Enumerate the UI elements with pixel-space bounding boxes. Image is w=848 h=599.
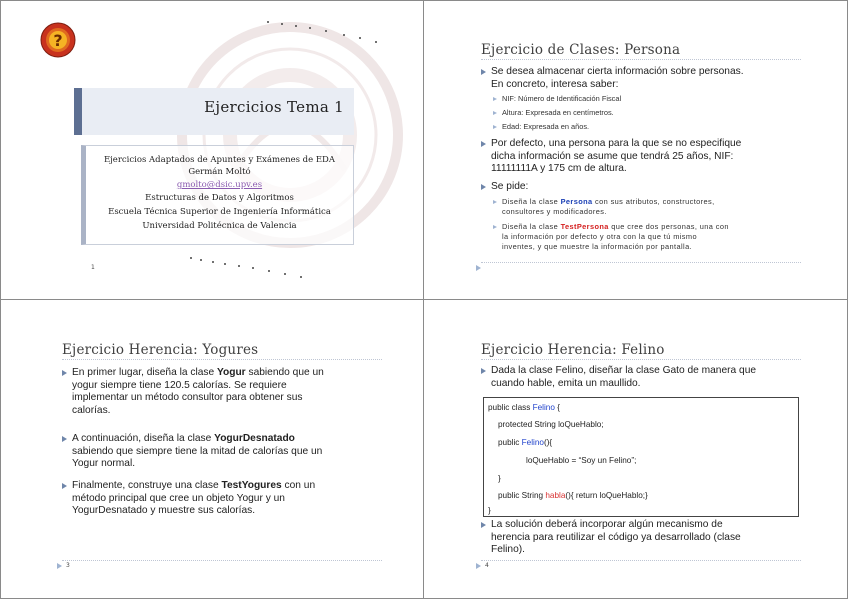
slide-number: 3 (66, 562, 70, 569)
text-run: Diseña la clase (502, 197, 561, 206)
university-name: Universidad Politécnica de Valencia (142, 221, 297, 231)
school-name: Escuela Técnica Superior de Ingeniería Informática (108, 207, 331, 217)
code-constructor-name: Felino (521, 438, 544, 447)
bullet-line: dicha información se asume que tendrá 25 años, NIF: (491, 150, 734, 162)
sub-bullet-line: inventes, y que muestre la información por pantalla. (502, 242, 693, 251)
bullet-line: sabiendo que siempre tiene la mitad de calorías que un (72, 445, 323, 457)
code-line: protected String loQueHablo; (498, 420, 604, 429)
sub-bullet-line: la información por defecto y otra con la que tú mismo (502, 232, 697, 241)
sub-bullet-line: consultores y modificadores. (502, 207, 607, 216)
bullet-line: Felino). (491, 544, 525, 556)
presentation-title: Ejercicios Tema 1 (204, 98, 344, 116)
author-name: Germán Moltó (188, 167, 251, 177)
text-run: sabiendo que un (245, 367, 324, 378)
bullet-line: En concreto, interesa saber: (491, 78, 619, 90)
sub-bullet-text: NIF: Número de Identificación Fiscal (502, 94, 622, 103)
bullet-line: método principal que cree un objeto Yogur y un (72, 492, 285, 504)
slide-title: Ejercicio Herencia: Yogures (62, 342, 259, 358)
slide-title: Ejercicio de Clases: Persona (481, 42, 681, 58)
bullet-line: Yogur normal. (72, 458, 136, 470)
code-text: public class (488, 403, 533, 412)
code-text: (){ (543, 438, 553, 447)
slide-number: 4 (485, 562, 489, 569)
class-name-yogur: Yogur (216, 367, 246, 378)
text-run: A continuación, diseña la clase (72, 433, 215, 444)
code-method-name: habla (545, 491, 566, 500)
class-name-testyogures: TestYogures (221, 480, 282, 491)
code-class-name: Felino (532, 403, 555, 412)
bullet-line: Se pide: (491, 181, 529, 192)
text-run: En primer lugar, diseña la clase (72, 367, 217, 378)
svg-text:?: ? (53, 31, 63, 50)
text-run: Diseña la clase (502, 222, 561, 231)
text-run: Finalmente, construye una clase (72, 480, 222, 491)
bullet-line: cuando hable, emita un maullido. (491, 377, 641, 389)
bullet-line: implementar un método consultor para obtener sus (72, 392, 303, 404)
bullet-line: herencia para reutilizar el código ya desarrollado (clase (491, 531, 741, 543)
bullet-line: calorías. (72, 404, 111, 416)
text-run: con un (281, 480, 316, 491)
bullet-line: yogur siempre tiene 120.5 calorías. Se requiere (72, 379, 287, 391)
sub-bullet-text: Edad: Expresada en años. (502, 122, 590, 131)
sub-bullet-text: Altura: Expresada en centímetros. (502, 108, 614, 117)
course-name: Estructuras de Datos y Algoritmos (145, 193, 294, 203)
bullet-line: La solución deberá incorporar algún mecanismo de (491, 519, 723, 530)
slide-number: 1 (91, 264, 95, 271)
class-name-persona: Persona (560, 197, 593, 206)
bullet-line: YogurDesnatado y muestre sus calorías. (72, 505, 256, 517)
code-text: public (498, 438, 522, 447)
code-text: (){ return loQueHablo;} (565, 491, 648, 500)
code-line: loQueHablo = “Soy un Felino”; (526, 456, 637, 465)
text-run: que cree dos personas, una con (608, 222, 729, 231)
bullet-line: Se desea almacenar cierta información sobre personas. (491, 66, 744, 77)
bullet-line: 11111111A y 175 cm de altura. (491, 163, 627, 175)
class-name-yogurdesnatado: YogurDesnatado (214, 433, 295, 444)
bullet-line: Por defecto, una persona para la que se no especifique (491, 138, 742, 149)
author-email-link[interactable]: gmolto@dsic.upv.es (176, 180, 263, 190)
code-line: } (498, 474, 501, 483)
code-line: } (488, 506, 491, 515)
bullet-line: Dada la clase Felino, diseñar la clase Gato de manera que (491, 365, 757, 376)
slide-title: Ejercicio Herencia: Felino (481, 342, 665, 358)
subtitle: Ejercicios Adaptados de Apuntes y Exámenes de EDA (103, 155, 336, 165)
code-text: { (554, 403, 560, 412)
class-name-testpersona: TestPersona (560, 222, 609, 231)
text-run: con sus atributos, constructores, (592, 197, 715, 206)
code-text: public String (498, 491, 546, 500)
